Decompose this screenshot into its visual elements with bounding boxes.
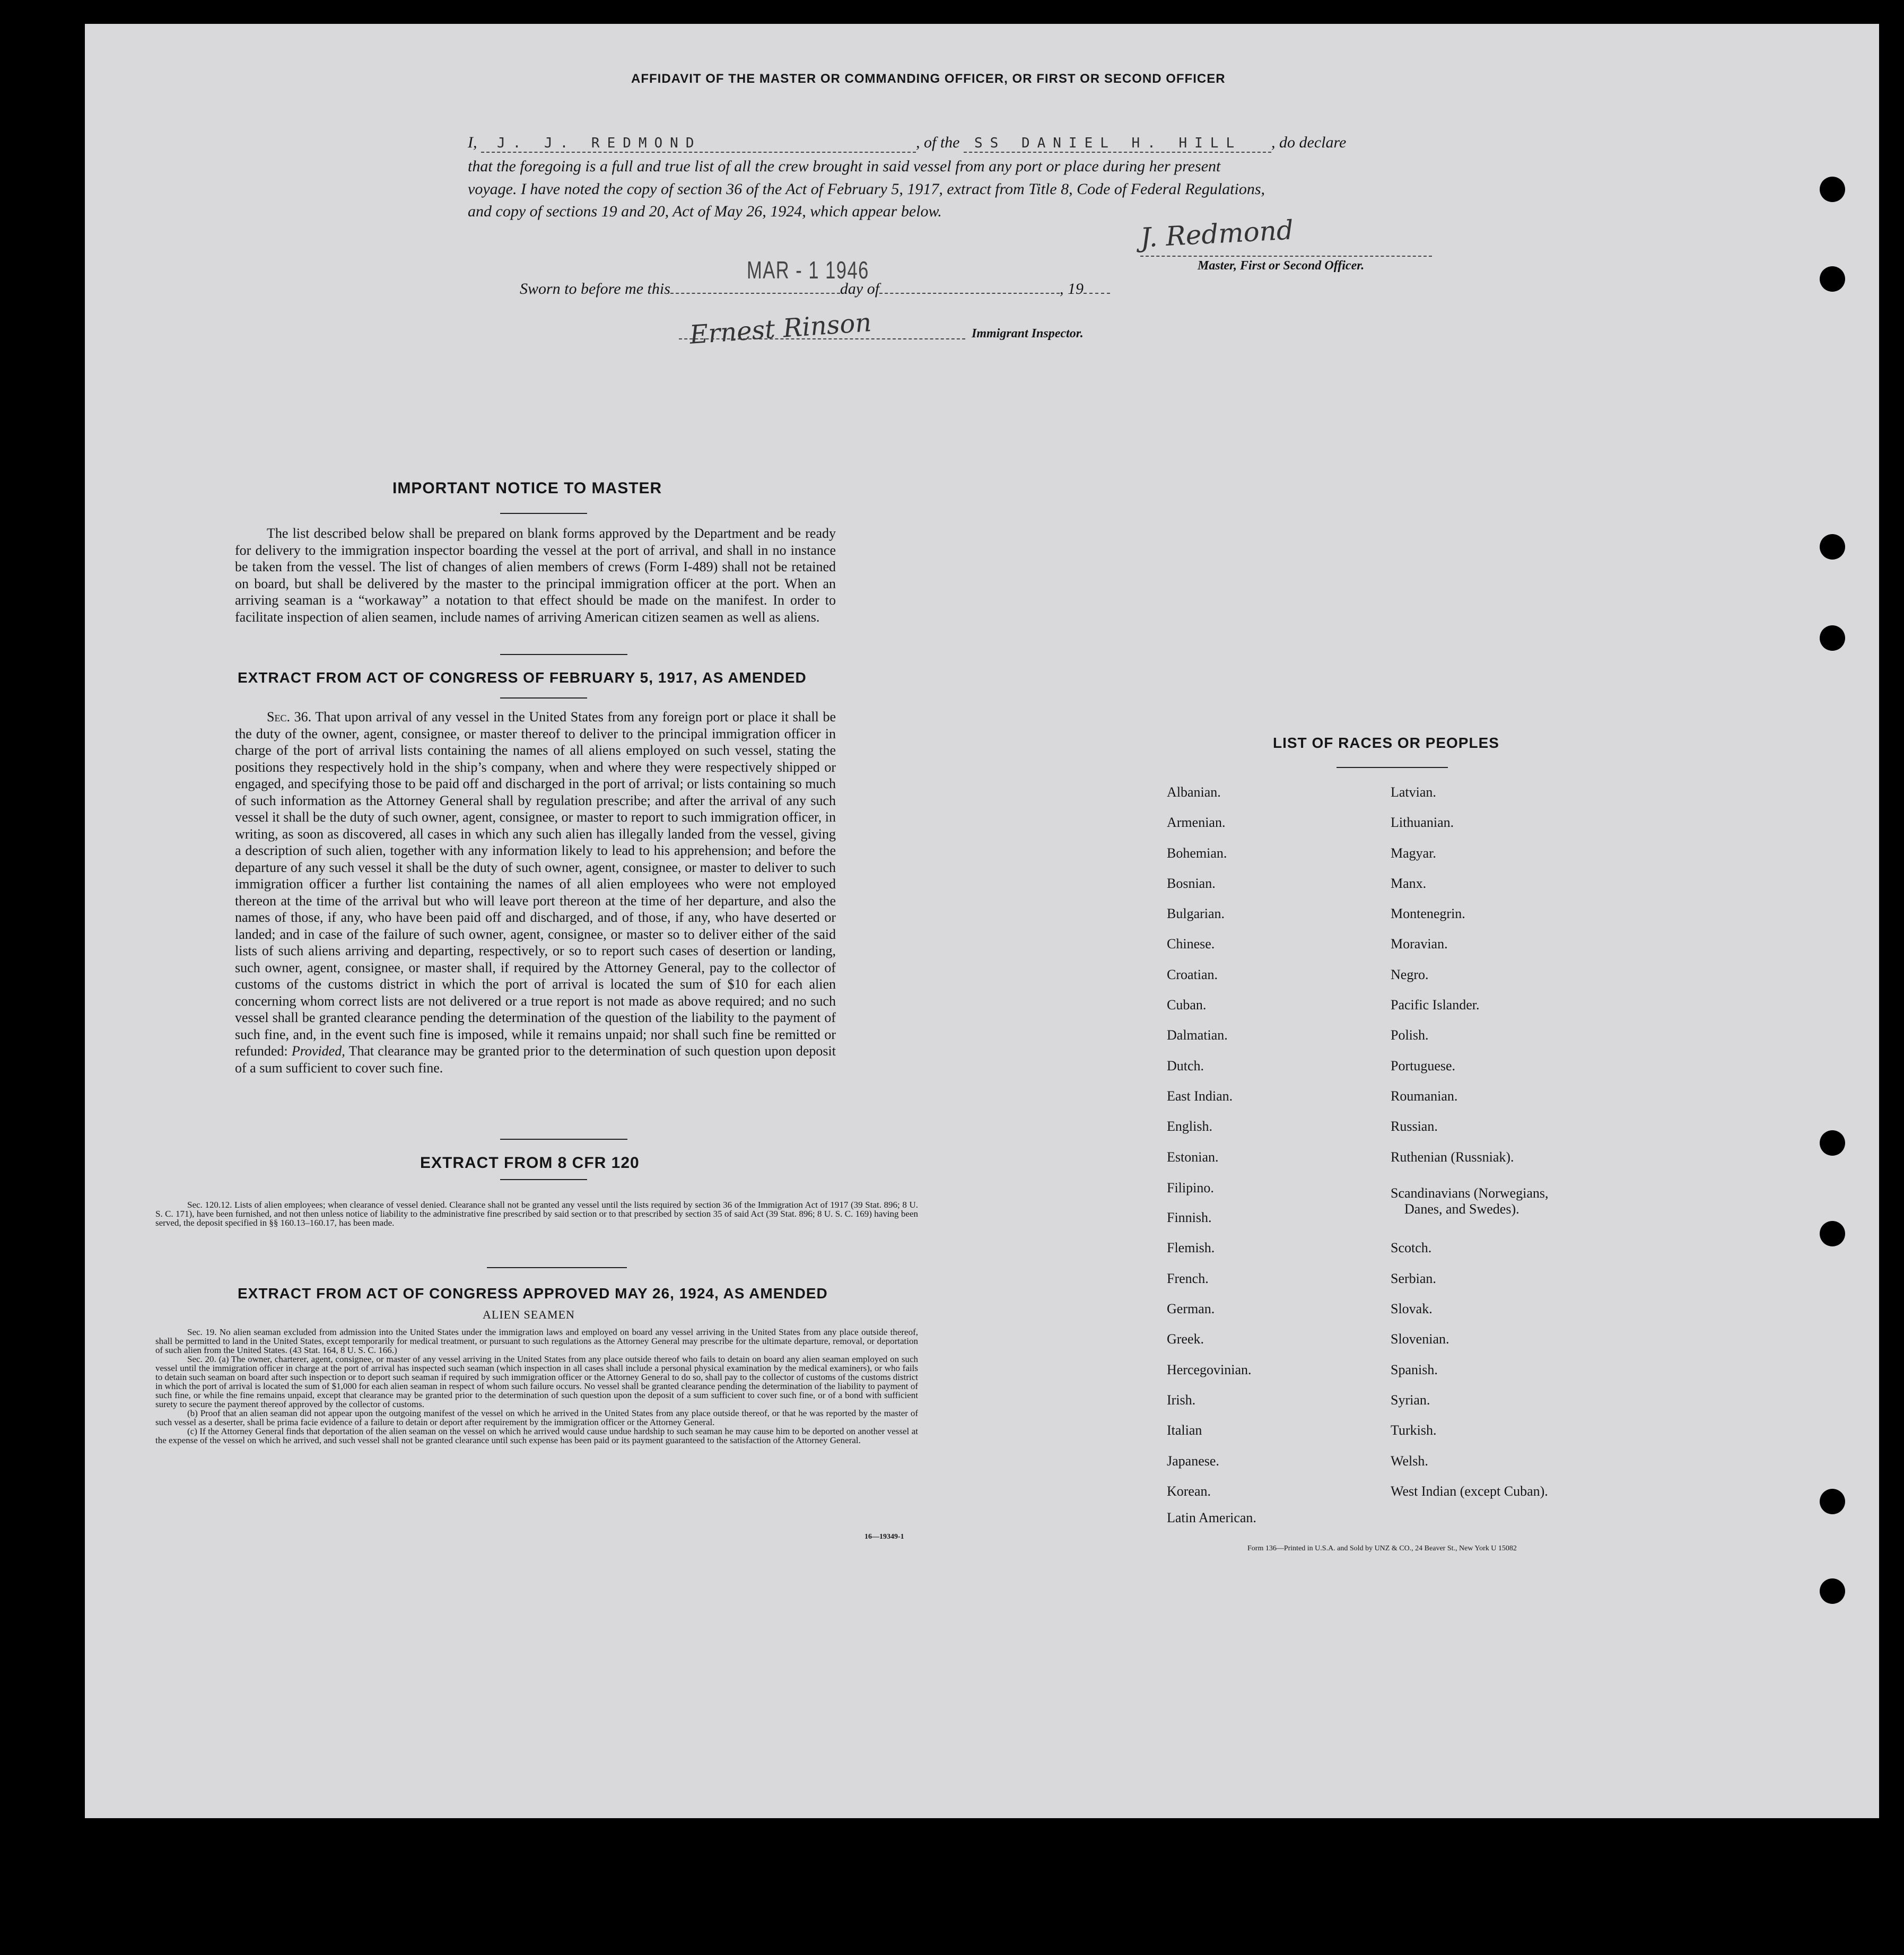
sec20b-text: (b) Proof that an alien seaman did not appear upon the outgoing manifest of the vessel on which he arrived in the United States from any place outside thereof, or that he was reported by the master of such vessel as a deserter, shall be prima facie evidence of a failure to detain or deport after requirement by the immigration officer or the Attorney General. xyxy=(155,1408,918,1427)
inspector-label: Immigrant Inspector. xyxy=(972,327,1084,341)
race-item: Welsh. xyxy=(1391,1453,1428,1469)
sec36-text-end: That clearance may be granted prior to the determination of such question upon deposit of a sum sufficient to cover such fine. xyxy=(235,1043,836,1076)
race-item: Manx. xyxy=(1391,876,1427,891)
race-item: Spanish. xyxy=(1391,1362,1438,1377)
race-item: Negro. xyxy=(1391,967,1429,982)
race-item: Portuguese. xyxy=(1391,1058,1456,1073)
race-item: Cuban. xyxy=(1167,997,1207,1013)
master-signature-line xyxy=(1140,256,1432,257)
race-item: Latvian. xyxy=(1391,784,1436,800)
punch-hole xyxy=(1820,625,1845,651)
sec20a-text: Sec. 20. (a) The owner, charterer, agent, consignee, or master of any vessel arriving in the United States from any place outside thereof who fails to detain on board any alien seaman employed on such vessel until the immigration officer in charge at the port of arrival has inspected such seaman (which inspection in all cases shall include a personal physical examination by the medical examiners), or who fails to detain such seaman on board after such inspection or to deport such seaman if required by such immigration officer or the Attorney General to do so, shall pay to the collector of customs of the customs district in which the port of arrival is located the sum of $1,000 for each alien seaman in respect of whom such failure occurs. No vessel shall be granted clearance pending the determination of the liability to payment of such fine, or while the fine remains unpaid, except that clearance may be granted prior to the determination of such question upon the deposit of a sum sufficient to cover such fine, or of a bond with sufficient surety to secure the payment thereof approved by the collector of customs. xyxy=(155,1354,918,1409)
master-name-field xyxy=(481,134,916,153)
race-item: Finnish. xyxy=(1167,1210,1212,1225)
race-item: Chinese. xyxy=(1167,936,1215,952)
affidavit-line3: voyage. I have noted the copy of section 36 of the Act of February 5, 1917, extract from Title 8, Code of Federal Regulations, xyxy=(468,180,1265,198)
master-label: Master, First or Second Officer. xyxy=(1198,259,1365,273)
race-item: Syrian. xyxy=(1391,1392,1430,1408)
race-item: Roumanian. xyxy=(1391,1088,1458,1104)
punch-hole xyxy=(1820,1489,1845,1514)
race-item: Russian. xyxy=(1391,1119,1438,1134)
punch-hole xyxy=(1820,177,1845,202)
race-item: Korean. xyxy=(1167,1483,1211,1499)
sworn-day-field xyxy=(670,293,840,294)
provided-label: Provided, xyxy=(291,1043,345,1059)
divider xyxy=(1337,767,1448,768)
master-signature: J. Redmond xyxy=(1139,214,1295,254)
race-item: Irish. xyxy=(1167,1392,1196,1408)
inspector-signature: Ernest Rinson xyxy=(688,308,872,350)
extract-cfr-body: Sec. 120.12. Lists of alien employees; when clearance of vessel denied. Clearance shall not be granted any vessel until the lists required by section 36 of the Immigration Act of 1917 (39 Stat. 896; 8 U. S. C. 171), have been furnished, and not then unless notice of liability to the administrative fine prescribed by said section or to that prescribed by section 35 of said Act (39 Stat. 896; 8 U. S. C. 169) having been served, the deposit specified in §§ 160.13–160.17, has been made. xyxy=(155,1200,918,1228)
race-item: Lithuanian. xyxy=(1391,815,1454,830)
master-name: J. J. REDMOND xyxy=(497,135,702,151)
affidavit-line2: that the foregoing is a full and true list of all the crew brought in said vessel from any port or place during her present xyxy=(468,158,1221,175)
race-item: West Indian (except Cuban). xyxy=(1391,1483,1548,1499)
race-item: Slovenian. xyxy=(1391,1331,1449,1347)
i-label: I, xyxy=(468,134,477,151)
race-item: Bosnian. xyxy=(1167,876,1216,891)
race-item: Albanian. xyxy=(1167,784,1221,800)
punch-hole xyxy=(1820,534,1845,560)
races-title: LIST OF RACES OR PEOPLES xyxy=(1273,735,1499,751)
race-item: Estonian. xyxy=(1167,1149,1219,1165)
divider xyxy=(487,1267,627,1268)
punch-hole xyxy=(1820,1130,1845,1156)
extract-1917-body xyxy=(235,709,836,1076)
race-item: Scotch. xyxy=(1391,1240,1432,1255)
notice-title: IMPORTANT NOTICE TO MASTER xyxy=(392,479,662,497)
printer-note: Form 136—Printed in U.S.A. and Sold by UNZ & CO., 24 Beaver St., New York U 15082 xyxy=(1247,1544,1517,1552)
race-item: East Indian. xyxy=(1167,1088,1233,1104)
punch-hole xyxy=(1820,266,1845,292)
race-item: Polish. xyxy=(1391,1027,1429,1043)
race-item: Dutch. xyxy=(1167,1058,1204,1073)
race-item: French. xyxy=(1167,1271,1209,1286)
race-item: Bohemian. xyxy=(1167,845,1227,861)
race-item: Danes, and Swedes). xyxy=(1404,1201,1519,1217)
of-the-label: , of the xyxy=(916,134,960,151)
divider xyxy=(500,1139,627,1140)
race-item: English. xyxy=(1167,1119,1212,1134)
race-item: Montenegrin. xyxy=(1391,906,1465,921)
sec19-text: Sec. 19. No alien seaman excluded from admission into the United States under the immigration laws and employed on board any vessel arriving in the United States from any place outside thereof, shall be permitted to land in the United States, except temporarily for medical treatment, or pursuant to such regulations as the Attorney General may prescribe for the ultimate departure, removal, or deportation of such alien from the United States. (43 Stat. 164, 8 U. S. C. 166.) xyxy=(155,1327,918,1355)
affidavit-title: AFFIDAVIT OF THE MASTER OR COMMANDING OFFICER, OR FIRST OR SECOND OFFICER xyxy=(631,72,1226,86)
day-of-label: day of xyxy=(840,280,880,298)
divider xyxy=(500,513,587,514)
race-item: Japanese. xyxy=(1167,1453,1219,1469)
punch-hole xyxy=(1820,1578,1845,1604)
vessel-name-field xyxy=(964,134,1271,153)
sworn-year-field xyxy=(1084,293,1110,294)
divider xyxy=(500,697,587,699)
year-label: , 19 xyxy=(1060,280,1084,298)
race-item: Flemish. xyxy=(1167,1240,1215,1255)
race-item: Serbian. xyxy=(1391,1271,1436,1286)
sworn-label: Sworn to before me this xyxy=(520,280,670,298)
notice-body: The list described below shall be prepared on blank forms approved by the Department and be ready for delivery to the immigration inspector boarding the vessel at the port of arrival, and shall in no instance be taken from the vessel. The list of changes of alien members of crews (Form I-489) shall not be retained on board, but shall be delivered by the master to the principal immigration officer at the port. When an arriving seaman is a “workaway” a notation to that effect should be made on the manifest. In order to facilitate inspection of alien seamen, include names of arriving American citizen seamen as well as aliens. xyxy=(235,526,836,625)
race-item: Pacific Islander. xyxy=(1391,997,1480,1013)
divider xyxy=(500,654,627,655)
race-item: Dalmatian. xyxy=(1167,1027,1228,1043)
extract-1917-title: EXTRACT FROM ACT OF CONGRESS OF FEBRUARY 5, 1917, AS AMENDED xyxy=(238,669,807,686)
race-item: Slovak. xyxy=(1391,1301,1433,1316)
race-item: Filipino. xyxy=(1167,1180,1214,1195)
race-item: German. xyxy=(1167,1301,1215,1316)
race-item: Scandinavians (Norwegians, xyxy=(1391,1185,1549,1201)
affidavit-line1 xyxy=(468,134,1465,153)
race-item: Hercegovinian. xyxy=(1167,1362,1252,1377)
affidavit-line4: and copy of sections 19 and 20, Act of May 26, 1924, which appear below. xyxy=(468,203,942,220)
race-item: Ruthenian (Russniak). xyxy=(1391,1149,1514,1165)
inspector-signature-line xyxy=(679,338,965,339)
divider xyxy=(500,1179,587,1180)
race-item: Bulgarian. xyxy=(1167,906,1225,921)
extract-cfr-title: EXTRACT FROM 8 CFR 120 xyxy=(420,1154,640,1172)
race-item: Armenian. xyxy=(1167,815,1226,830)
sworn-month-field xyxy=(879,293,1060,294)
extract-1924-body xyxy=(155,1328,918,1445)
race-item: Greek. xyxy=(1167,1331,1204,1347)
race-item: Magyar. xyxy=(1391,845,1436,861)
form-code: 16—19349-1 xyxy=(864,1533,904,1541)
race-item: Croatian. xyxy=(1167,967,1218,982)
punch-hole xyxy=(1820,1221,1845,1246)
sec36-text: That upon arrival of any vessel in the United States from any foreign port or place it shall be the duty of the owner, agent, consignee, or master thereof to deliver to the principal immigration officer in charge of the port of arrival lists containing the names of all aliens employed on such vessel, stating the positions they respectively hold in the ship’s company, when and where they were respectively shipped or engaged, and specifying those to be paid off and discharged in the port of arrival; or lists containing so much of such information as the Attorney General shall by regulation prescribe; and after the arrival of any such vessel it shall be the duty of such owner, agent, consignee, or master to report to such immigration officer, in writing, as soon as discovered, all cases in which any such alien has illegally landed from the vessel, giving a description of such alien, together with any information likely to lead to his apprehension; and before the departure of any such vessel it shall be the duty of such owner, agent, consignee, or master to deliver to such immigration officer a further list containing the names of all alien employees who were not employed thereon at the time of the arrival but who will leave port thereon at the time of her departure, and also the names of those, if any, who have been paid off and discharged, and of those, if any, who have deserted or landed; and in case of the failure of such owner, agent, consignee, or master so to deliver either of the said lists of such aliens arriving and departing, respectively, or so to report such cases of desertion or landing, such owner, agent, consignee, or master shall, if required by the Attorney General, pay to the collector of customs of the customs district in which the port of arrival is located the sum of $10 for each alien concerning whom correct lists are not delivered or a true report is not made as above required; and no such vessel shall be granted clearance pending the determination of the question of the liability to the payment of such fine, and, in the event such fine is imposed, while it remains unpaid; nor shall such fine be remitted or refunded: xyxy=(235,709,836,1059)
sec20c-text: (c) If the Attorney General finds that deportation of the alien seaman on the vessel on which he arrived would cause undue hardship to such seaman he may cause him to be deported on another vessel at the expense of the vessel on which he arrived, and such vessel shall not be granted clearance until such expense has been paid or its payment guaranteed to the satisfaction of the Attorney General. xyxy=(155,1426,918,1445)
sec36-label: Sec. 36. xyxy=(267,709,312,725)
vessel-name: SS DANIEL H. HILL xyxy=(974,135,1242,151)
race-item: Moravian. xyxy=(1391,936,1448,952)
race-item: Turkish. xyxy=(1391,1422,1437,1438)
race-item: Latin American. xyxy=(1167,1510,1256,1525)
alien-seamen-subtitle: ALIEN SEAMEN xyxy=(483,1308,575,1321)
declare-label: , do declare xyxy=(1271,134,1347,151)
race-item: Italian xyxy=(1167,1422,1202,1438)
extract-1924-title: EXTRACT FROM ACT OF CONGRESS APPROVED MAY 26, 1924, AS AMENDED xyxy=(238,1285,828,1302)
date-stamp: MAR - 1 1946 xyxy=(747,256,869,284)
